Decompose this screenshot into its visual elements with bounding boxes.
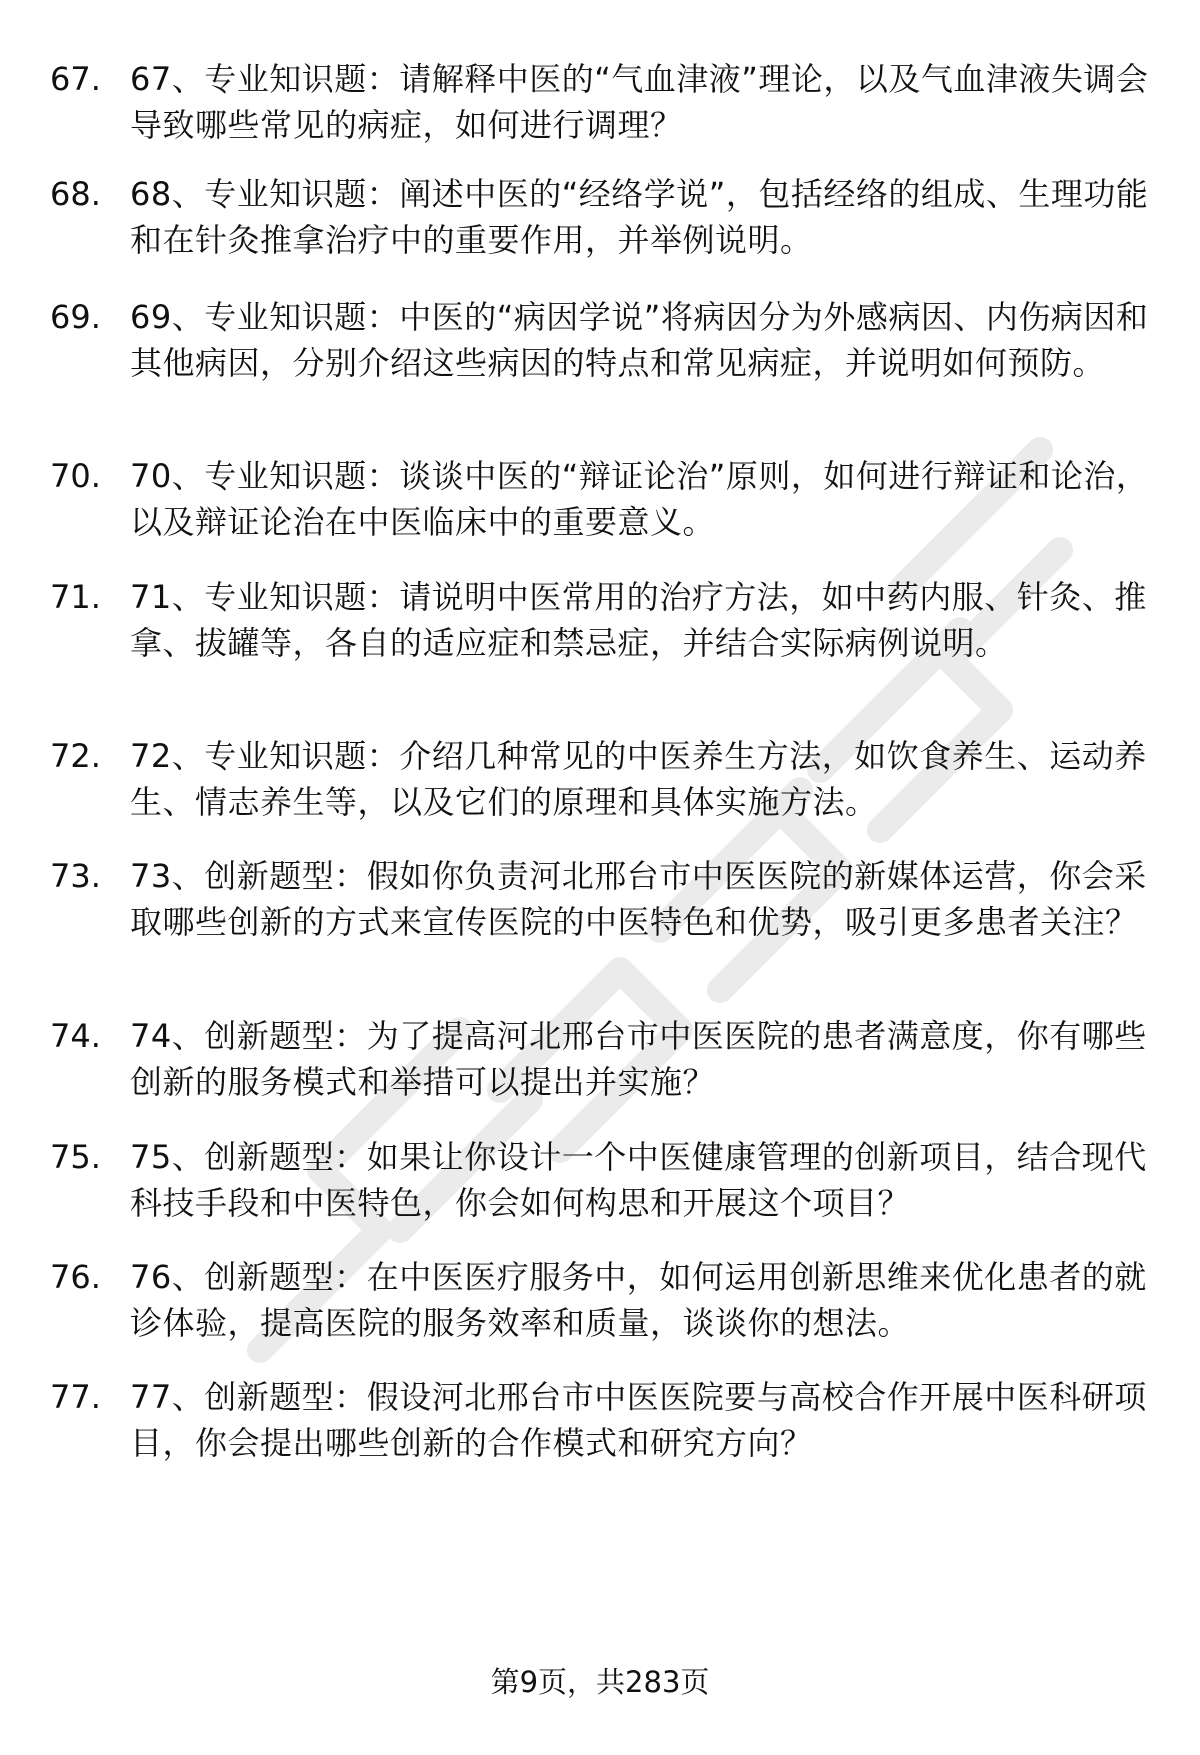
- question-text: 73、创新题型：假如你负责河北邢台市中医医院的新媒体运营，你会采取哪些创新的方式来宣传医院的中医特色和优势，吸引更多患者关注？: [130, 857, 1147, 941]
- question-number: 68.: [50, 175, 101, 213]
- question-number: 69.: [50, 298, 101, 336]
- question-number: 70.: [50, 457, 101, 495]
- question-text: 68、专业知识题：阐述中医的“经络学说”，包括经络的组成、生理功能和在针灸推拿治疗中的重要作用，并举例说明。: [130, 175, 1149, 259]
- question-number: 76.: [50, 1258, 101, 1296]
- question-text: 71、专业知识题：请说明中医常用的治疗方法，如中药内服、针灸、推拿、拔罐等，各自的适应症和禁忌症，并结合实际病例说明。: [130, 578, 1147, 662]
- page-footer: 第9页，共283页: [490, 1665, 710, 1699]
- question-number: 73.: [50, 857, 101, 895]
- question-number: 77.: [50, 1378, 101, 1416]
- question-text: 74、创新题型：为了提高河北邢台市中医医院的患者满意度，你有哪些创新的服务模式和举措可以提出并实施？: [130, 1017, 1147, 1101]
- question-number: 71.: [50, 578, 101, 616]
- question-text: 67、专业知识题：请解释中医的“气血津液”理论，以及气血津液失调会导致哪些常见的病症，如何进行调理？: [130, 60, 1149, 144]
- question-number: 67.: [50, 60, 101, 98]
- question-text: 72、专业知识题：介绍几种常见的中医养生方法，如饮食养生、运动养生、情志养生等，以及它们的原理和具体实施方法。: [130, 737, 1147, 821]
- question-text: 75、创新题型：如果让你设计一个中医健康管理的创新项目，结合现代科技手段和中医特色，你会如何构思和开展这个项目？: [130, 1138, 1147, 1222]
- question-number: 72.: [50, 737, 101, 775]
- question-text: 69、专业知识题：中医的“病因学说”将病因分为外感病因、内伤病因和其他病因，分别介绍这些病因的特点和常见病症，并说明如何预防。: [130, 298, 1149, 382]
- question-text: 70、专业知识题：谈谈中医的“辩证论治”原则，如何进行辩证和论治，以及辩证论治在中医临床中的重要意义。: [130, 457, 1149, 541]
- question-text: 77、创新题型：假设河北邢台市中医医院要与高校合作开展中医科研项目，你会提出哪些创新的合作模式和研究方向？: [130, 1378, 1147, 1462]
- question-number: 74.: [50, 1017, 101, 1055]
- question-number: 75.: [50, 1138, 101, 1176]
- question-text: 76、创新题型：在中医医疗服务中，如何运用创新思维来优化患者的就诊体验，提高医院的服务效率和质量，谈谈你的想法。: [130, 1258, 1147, 1342]
